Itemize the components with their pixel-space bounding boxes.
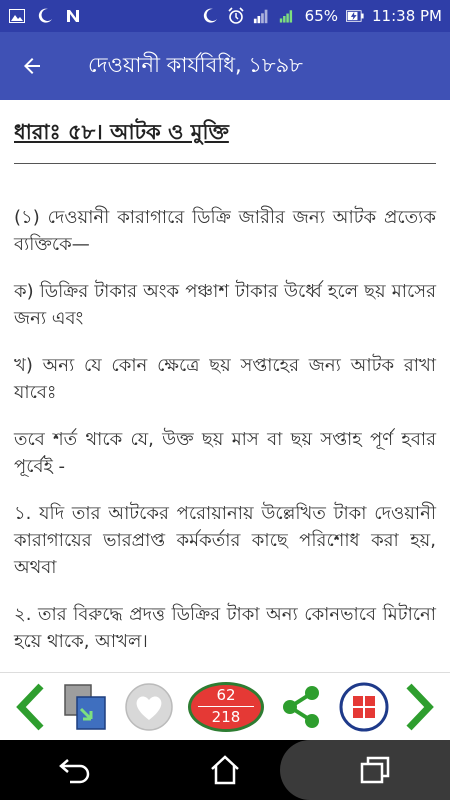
- chevron-left-icon: [13, 682, 47, 732]
- copy-button[interactable]: [61, 683, 109, 731]
- favorite-button[interactable]: [124, 682, 174, 732]
- bottom-toolbar: [0, 672, 450, 740]
- battery-percent: 65%: [304, 7, 339, 25]
- gallery-icon: [8, 7, 26, 25]
- page-counter[interactable]: [188, 682, 264, 732]
- arrow-left-icon: [20, 54, 44, 78]
- section-content[interactable]: [0, 100, 450, 670]
- system-nav-bar: [0, 740, 450, 800]
- heart-icon: [124, 682, 174, 732]
- app-bar: [0, 32, 450, 100]
- page-counter-badge: [188, 682, 264, 732]
- page-title: দেওয়ানী কার্যবিধি, ১৮৯৮: [88, 52, 303, 77]
- paragraph: ক) ডিক্রির টাকার অংক পঞ্চাশ টাকার উর্ধ্বে হলে ছয় মাসের জন্য এবং: [14, 281, 436, 329]
- next-button[interactable]: [403, 682, 437, 732]
- moon-icon: [36, 7, 54, 25]
- nav-home-button[interactable]: [185, 745, 265, 795]
- recent-apps-icon: [359, 755, 391, 785]
- share-button[interactable]: [278, 684, 324, 730]
- paragraph: ২. তার বিরুদ্ধে প্রদত্ত ডিক্রির টাকা অন্য কোনভাবে মিটানো হয়ে থাকে, আখল।: [14, 604, 436, 652]
- paragraph: তবে শর্ত থাকে যে, উক্ত ছয় মাস বা ছয় সপ্তাহ পূর্ণ হবার পূর্বেই -: [14, 429, 436, 477]
- clock-time: 11:38 PM: [372, 7, 442, 25]
- back-button[interactable]: [0, 32, 64, 100]
- home-icon: [208, 754, 242, 786]
- current-page: 62: [216, 686, 236, 704]
- divider: [14, 163, 436, 164]
- share-icon: [278, 684, 324, 730]
- battery-charging-icon: [346, 7, 364, 25]
- index-button[interactable]: [339, 682, 389, 732]
- signal-icon: [253, 7, 271, 25]
- previous-button[interactable]: [13, 682, 47, 732]
- paragraph: (১) দেওয়ানী কারাগারে ডিক্রি জারীর জন্য আটক প্রত্যেক ব্যক্তিকে—: [14, 207, 436, 255]
- n-app-icon: [64, 7, 82, 25]
- back-arrow-icon: [58, 756, 92, 784]
- total-pages: 218: [211, 708, 241, 726]
- signal-sim2-icon: [279, 7, 297, 25]
- section-heading: ধারাঃ ৫৮। আটক ও মুক্তি: [14, 120, 229, 144]
- alarm-icon: [227, 7, 245, 25]
- paragraph: খ) অন্য যে কোন ক্ষেত্রে ছয় সপ্তাহের জন্য আটক রাখা যাবেঃ: [14, 355, 436, 403]
- counter-divider: [198, 706, 254, 707]
- grid-menu-icon: [339, 682, 389, 732]
- nav-back-button[interactable]: [35, 745, 115, 795]
- nav-recent-button[interactable]: [335, 745, 415, 795]
- moon-icon: [201, 7, 219, 25]
- chevron-right-icon: [403, 682, 437, 732]
- status-bar: [0, 0, 450, 32]
- copy-icon: [61, 683, 109, 731]
- paragraph: ১. যদি তার আটকের পরোয়ানায় উল্লেখিত টাকা দেওয়ানী কারাগায়ের ভারপ্রাপ্ত কর্মকর্তার কাছে পরিশোধ করা হয়, অথবা: [14, 503, 436, 578]
